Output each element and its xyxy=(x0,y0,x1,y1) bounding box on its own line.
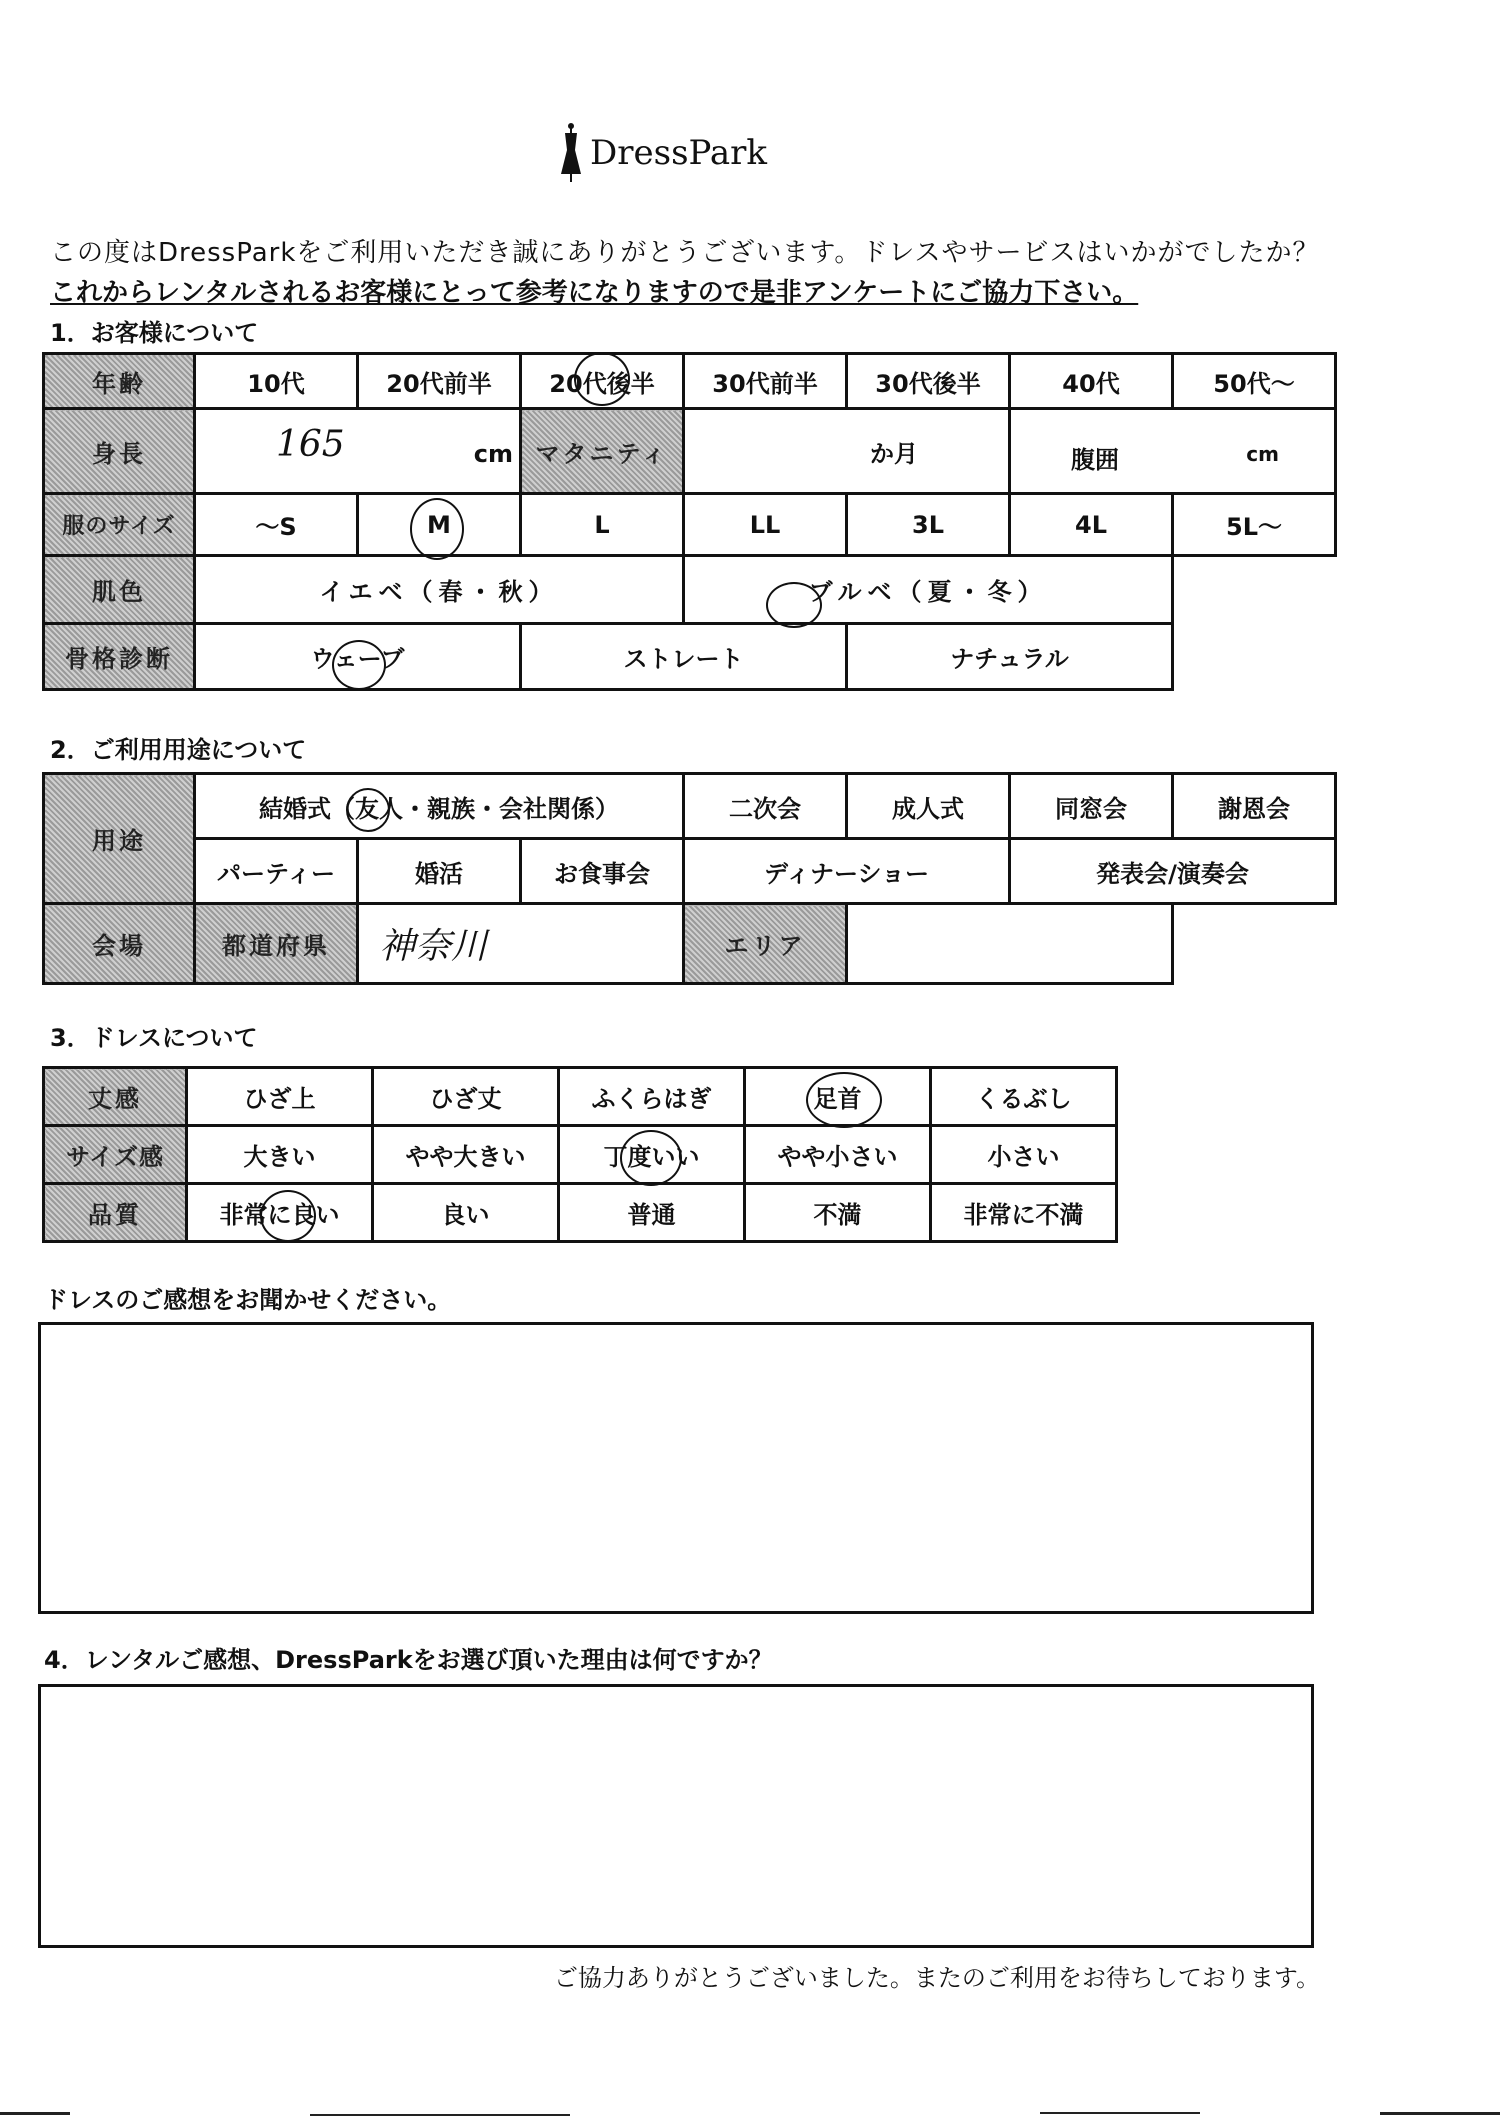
age-option[interactable]: 20代前半 xyxy=(358,354,521,409)
usage-option[interactable]: 成人式 xyxy=(847,774,1010,839)
section2-title: 2．ご利用用途について xyxy=(50,736,307,764)
height-value: 165 xyxy=(276,424,345,465)
usage-option[interactable]: 謝恩会 xyxy=(1173,774,1336,839)
frame-option[interactable]: ストレート xyxy=(521,624,847,690)
usage-option-wedding[interactable]: 結婚式（友人・親族・会社関係） xyxy=(195,774,684,839)
size-option[interactable]: L xyxy=(521,494,684,556)
frame-option[interactable]: ナチュラル xyxy=(847,624,1173,690)
frame-label: 骨格診断 xyxy=(44,624,195,690)
size-option[interactable]: M xyxy=(358,494,521,556)
usage-option[interactable]: 同窓会 xyxy=(1010,774,1173,839)
length-option[interactable]: ひざ上 xyxy=(187,1068,373,1126)
dress-mannequin-icon xyxy=(560,122,582,184)
section3-title: 3．ドレスについて xyxy=(50,1024,258,1052)
quality-option[interactable]: 良い xyxy=(373,1184,559,1242)
fit-option[interactable]: やや大きい xyxy=(373,1126,559,1184)
fit-option[interactable]: 小さい xyxy=(931,1126,1117,1184)
age-option[interactable]: 20代後半 xyxy=(521,354,684,409)
scan-line xyxy=(1040,2112,1200,2114)
area-label: エリア xyxy=(684,904,847,984)
usage-table xyxy=(42,772,1337,985)
size-option[interactable]: 4L xyxy=(1010,494,1173,556)
venue-label: 会場 xyxy=(44,904,195,984)
usage-option[interactable]: パーティー xyxy=(195,839,358,904)
age-option[interactable]: 50代～ xyxy=(1173,354,1336,409)
length-option[interactable]: ふくらはぎ xyxy=(559,1068,745,1126)
usage-option[interactable]: ディナーショー xyxy=(684,839,1010,904)
quality-option[interactable]: 非常に良い xyxy=(187,1184,373,1242)
waist-label: 腹囲 xyxy=(1071,446,1119,474)
length-option[interactable]: ひざ丈 xyxy=(373,1068,559,1126)
scan-line xyxy=(310,2114,570,2116)
scan-line xyxy=(0,2112,70,2115)
size-option[interactable]: 5L～ xyxy=(1173,494,1336,556)
age-option[interactable]: 30代後半 xyxy=(847,354,1010,409)
selection-circle xyxy=(332,640,386,690)
waist-unit: cm xyxy=(1246,442,1279,466)
customer-table xyxy=(42,352,1337,691)
usage-label: 用途 xyxy=(44,774,195,904)
thanks-message: ご協力ありがとうございました。またのご利用をお待ちしております。 xyxy=(553,1964,1320,1992)
height-field[interactable] xyxy=(195,409,521,494)
skin-option-yellow[interactable]: イエベ（春・秋） xyxy=(195,556,684,624)
usage-option[interactable]: 発表会/演奏会 xyxy=(1010,839,1336,904)
area-field[interactable] xyxy=(847,904,1173,984)
age-option[interactable]: 30代前半 xyxy=(684,354,847,409)
quality-option[interactable]: 不満 xyxy=(745,1184,931,1242)
selection-circle xyxy=(766,582,822,628)
selection-circle xyxy=(346,788,390,832)
size-option[interactable]: ～S xyxy=(195,494,358,556)
height-label: 身長 xyxy=(44,409,195,494)
section1-title: 1．お客様について xyxy=(50,319,259,347)
impression-title: ドレスのご感想をお聞かせください。 xyxy=(44,1286,452,1314)
selection-circle xyxy=(410,498,464,560)
fit-option[interactable]: やや小さい xyxy=(745,1126,931,1184)
size-option[interactable]: LL xyxy=(684,494,847,556)
selection-circle xyxy=(260,1190,316,1242)
prefecture-value: 神奈川 xyxy=(379,926,488,967)
quality-option[interactable]: 非常に不満 xyxy=(931,1184,1117,1242)
fit-option[interactable]: 丁度いい xyxy=(559,1126,745,1184)
maternity-label: マタニティ xyxy=(521,409,684,494)
impression-textarea[interactable] xyxy=(38,1322,1314,1614)
quality-option[interactable]: 普通 xyxy=(559,1184,745,1242)
length-option[interactable]: くるぶし xyxy=(931,1068,1117,1126)
quality-label: 品質 xyxy=(44,1184,187,1242)
usage-option[interactable]: 二次会 xyxy=(684,774,847,839)
months-unit: か月 xyxy=(870,439,918,468)
dress-table xyxy=(42,1066,1118,1243)
size-option[interactable]: 3L xyxy=(847,494,1010,556)
usage-option[interactable]: お食事会 xyxy=(521,839,684,904)
intro-text: この度はDressParkをご利用いただき誠にありがとうございます。ドレスやサービスはいかがでしたか？ xyxy=(50,238,1320,268)
length-label: 丈感 xyxy=(44,1068,187,1126)
usage-option[interactable]: 婚活 xyxy=(358,839,521,904)
frame-option[interactable]: ウェーブ xyxy=(195,624,521,690)
height-unit: cm xyxy=(473,440,513,468)
selection-circle xyxy=(574,352,630,406)
prefecture-label: 都道府県 xyxy=(195,904,358,984)
reason-textarea[interactable] xyxy=(38,1684,1314,1948)
waist-field[interactable] xyxy=(1010,409,1336,494)
age-label: 年齢 xyxy=(44,354,195,409)
age-option[interactable]: 40代 xyxy=(1010,354,1173,409)
length-option[interactable]: 足首 xyxy=(745,1068,931,1126)
maternity-months-field[interactable] xyxy=(684,409,1010,494)
logo-text: DressPark xyxy=(590,133,768,173)
skin-label: 肌色 xyxy=(44,556,195,624)
size-label: 服のサイズ xyxy=(44,494,195,556)
section4-title: 4．レンタルご感想、DressParkをお選び頂いた理由は何ですか？ xyxy=(44,1646,773,1674)
logo xyxy=(560,118,767,188)
prefecture-field[interactable] xyxy=(358,904,684,984)
age-option[interactable]: 10代 xyxy=(195,354,358,409)
skin-option-blue[interactable]: ブルベ（夏・冬） xyxy=(684,556,1173,624)
fit-option[interactable]: 大きい xyxy=(187,1126,373,1184)
scan-line xyxy=(1380,2112,1500,2115)
intro-request: これからレンタルされるお客様にとって参考になりますので是非アンケートにご協力下さい。 xyxy=(50,278,1139,308)
selection-circle xyxy=(620,1130,682,1186)
selection-circle xyxy=(806,1072,882,1128)
fit-label: サイズ感 xyxy=(44,1126,187,1184)
